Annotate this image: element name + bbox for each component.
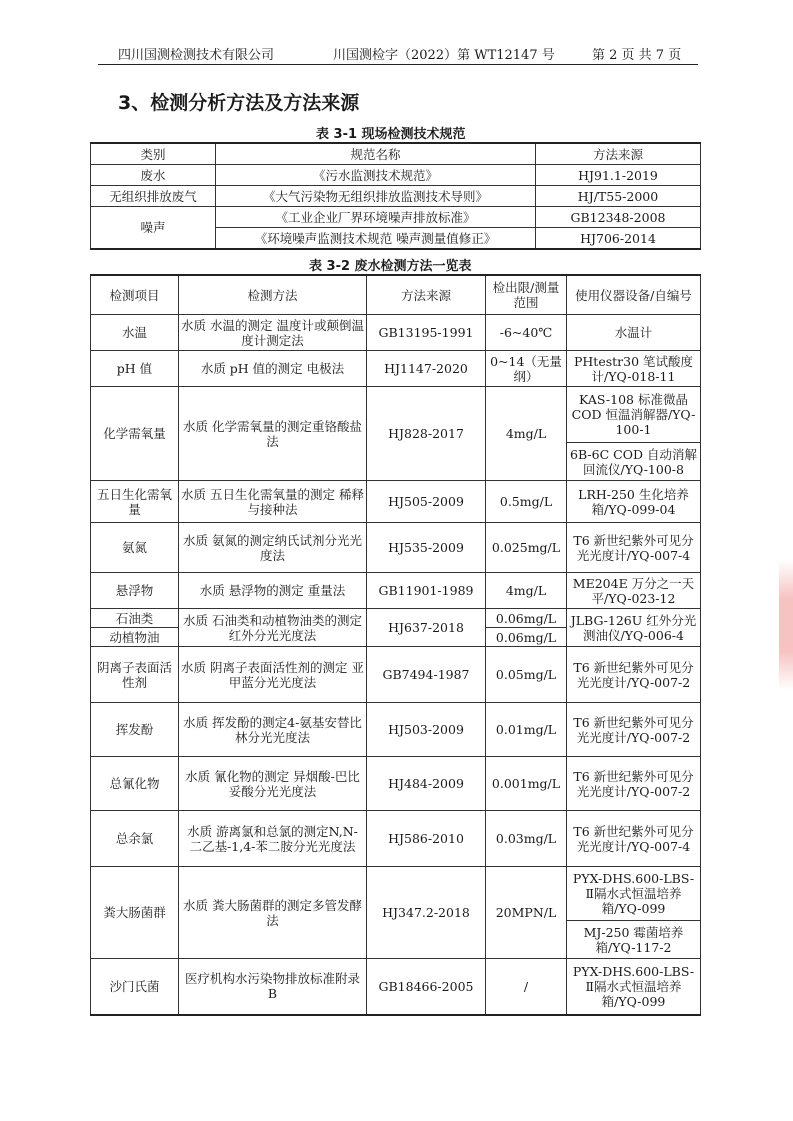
item-cell: 总氰化物 [91,757,179,811]
table-row [91,757,701,811]
header-rule [98,64,698,65]
spec-name-cell: 《污水监测技术规范》 [216,165,536,186]
limit-cell: 4mg/L [486,573,567,609]
spec-name-cell: 《大气污染物无组织排放监测技术导则》 [216,186,536,207]
spec-name-cell: 《环境噪声监测技术规范 噪声测量值修正》 [216,228,536,250]
table-row [91,186,701,207]
item-cell: 总余氯 [91,811,179,867]
table-row [91,573,701,609]
instrument-cell: T6 新世纪紫外可见分光光度计/YQ-007-4 [567,811,701,867]
method-cell: 水质 阴离子表面活性剂的测定 亚甲蓝分光光度法 [179,647,367,703]
table-row [91,315,701,351]
table-row [91,609,701,628]
source-cell: HJ347.2-2018 [367,867,486,959]
item-cell: 化学需氧量 [91,387,179,481]
item-cell: 五日生化需氧量 [91,481,179,523]
instrument-cell: KAS-108 标准微晶COD 恒温消解器/YQ-100-1 [567,387,701,443]
item-cell: 石油类 [91,609,179,628]
limit-cell: 0.001mg/L [486,757,567,811]
source-cell: HJ503-2009 [367,703,486,757]
column-header: 检测项目 [91,275,179,315]
method-cell: 医疗机构水污染物排放标准附录 B [179,959,367,1015]
instrument-cell: LRH-250 生化培养箱/YQ-099-04 [567,481,701,523]
item-cell: 挥发酚 [91,703,179,757]
table-row [91,387,701,443]
limit-cell: 0.05mg/L [486,647,567,703]
column-header: 检测方法 [179,275,367,315]
source-cell: HJ91.1-2019 [536,165,701,186]
wastewater-methods-table [90,274,701,1016]
instrument-cell: T6 新世纪紫外可见分光光度计/YQ-007-2 [567,647,701,703]
source-cell: GB7494-1987 [367,647,486,703]
limit-cell: 0.06mg/L [486,609,567,628]
method-cell: 水质 五日生化需氧量的测定 稀释与接种法 [179,481,367,523]
item-cell: 粪大肠菌群 [91,867,179,959]
table-row [91,207,701,228]
instrument-cell: T6 新世纪紫外可见分光光度计/YQ-007-4 [567,523,701,573]
category-cell: 噪声 [91,207,216,250]
method-cell: 水质 氨氮的测定纳氏试剂分光光度法 [179,523,367,573]
instrument-cell: JLBG-126U 红外分光测油仪/YQ-006-4 [567,609,701,647]
table-row [91,811,701,867]
instrument-cell: 水温计 [567,315,701,351]
source-cell: HJ505-2009 [367,481,486,523]
table-row [91,351,701,387]
table-row [91,703,701,757]
spec-name-cell: 《工业企业厂界环境噪声排放标准》 [216,207,536,228]
instrument-cell: T6 新世纪紫外可见分光光度计/YQ-007-2 [567,703,701,757]
instrument-cell: 6B-6C COD 自动消解回流仪/YQ-100-8 [567,443,701,481]
method-cell: 水质 挥发酚的测定4-氨基安替比林分光光度法 [179,703,367,757]
method-cell: 水质 化学需氧量的测定重铬酸盐法 [179,387,367,481]
limit-cell: 0.01mg/L [486,703,567,757]
item-cell: 悬浮物 [91,573,179,609]
table-row [91,867,701,921]
method-cell: 水质 粪大肠菌群的测定多管发酵法 [179,867,367,959]
instrument-cell: PYX-DHS.600-LBS-Ⅱ隔水式恒温培养箱/YQ-099 [567,867,701,921]
column-header: 方法来源 [367,275,486,315]
method-cell: 水质 pH 值的测定 电极法 [179,351,367,387]
source-cell: HJ484-2009 [367,757,486,811]
source-cell: GB12348-2008 [536,207,701,228]
table-header-row [91,275,701,315]
limit-cell: 0.06mg/L [486,628,567,647]
method-cell: 水质 水温的测定 温度计或颠倒温度计测定法 [179,315,367,351]
table-row [91,165,701,186]
header-page-number: 第 2 页 共 7 页 [592,48,682,63]
table-header-row [91,143,701,165]
item-cell: 阴离子表面活性剂 [91,647,179,703]
instrument-cell: ME204E 万分之一天平/YQ-023-12 [567,573,701,609]
item-cell: 氨氮 [91,523,179,573]
source-cell: HJ586-2010 [367,811,486,867]
item-cell: 动植物油 [91,628,179,647]
source-cell: HJ706-2014 [536,228,701,250]
limit-cell: 0~14（无量纲） [486,351,567,387]
item-cell: 水温 [91,315,179,351]
section-title: 3、检测分析方法及方法来源 [118,92,360,114]
method-cell: 水质 氰化物的测定 异烟酸-巴比妥酸分光光度法 [179,757,367,811]
source-cell: HJ828-2017 [367,387,486,481]
limit-cell: / [486,959,567,1015]
instrument-cell: T6 新世纪紫外可见分光光度计/YQ-007-2 [567,757,701,811]
limit-cell: 20MPN/L [486,867,567,959]
category-cell: 无组织排放废气 [91,186,216,207]
limit-cell: 0.5mg/L [486,481,567,523]
table-row [91,481,701,523]
column-header: 使用仪器设备/自编号 [567,275,701,315]
column-header: 规范名称 [216,143,536,165]
source-cell: GB13195-1991 [367,315,486,351]
source-cell: HJ/T55-2000 [536,186,701,207]
table1-caption: 表 3-1 现场检测技术规范 [316,127,466,142]
limit-cell: -6~40℃ [486,315,567,351]
category-cell: 废水 [91,165,216,186]
instrument-cell: PYX-DHS.600-LBS-Ⅱ隔水式恒温培养箱/YQ-099 [567,959,701,1015]
table2-caption: 表 3-2 废水检测方法一览表 [309,259,472,274]
field-spec-table [90,142,701,250]
limit-cell: 0.03mg/L [486,811,567,867]
header-report-no: 川国测检字（2022）第 WT12147 号 [333,48,555,63]
table-row [91,959,701,1015]
source-cell: GB18466-2005 [367,959,486,1015]
source-cell: GB11901-1989 [367,573,486,609]
source-cell: HJ1147-2020 [367,351,486,387]
method-cell: 水质 石油类和动植物油类的测定 红外分光光度法 [179,609,367,647]
source-cell: HJ637-2018 [367,609,486,647]
column-header: 方法来源 [536,143,701,165]
source-cell: HJ535-2009 [367,523,486,573]
method-cell: 水质 游离氯和总氯的测定N,N-二乙基-1,4-苯二胺分光光度法 [179,811,367,867]
column-header: 类别 [91,143,216,165]
limit-cell: 0.025mg/L [486,523,567,573]
seal-mark [779,560,793,690]
item-cell: 沙门氏菌 [91,959,179,1015]
instrument-cell: MJ-250 霉菌培养箱/YQ-117-2 [567,921,701,959]
item-cell: pH 值 [91,351,179,387]
header-company: 四川国测检测技术有限公司 [118,48,275,63]
table-row [91,647,701,703]
column-header: 检出限/测量范围 [486,275,567,315]
table-row [91,523,701,573]
instrument-cell: PHtestr30 笔试酸度计/YQ-018-11 [567,351,701,387]
limit-cell: 4mg/L [486,387,567,481]
method-cell: 水质 悬浮物的测定 重量法 [179,573,367,609]
